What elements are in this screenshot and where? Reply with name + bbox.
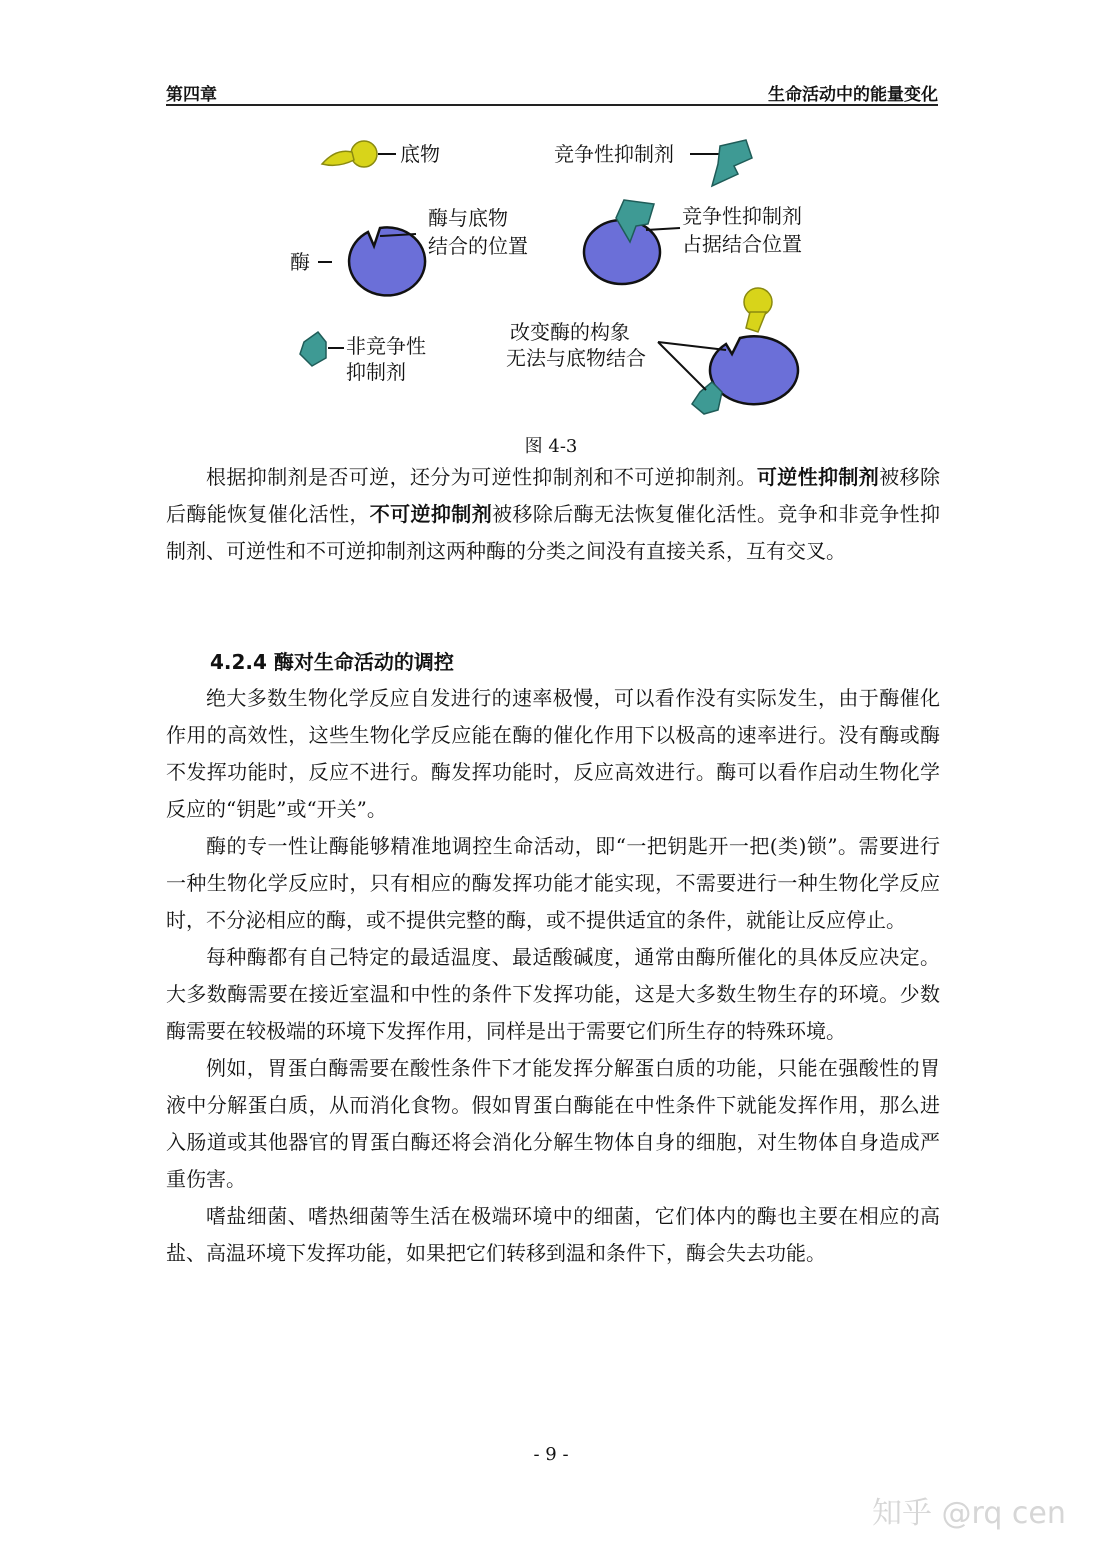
para1-bold-irreversible: 不可逆抑制剂 — [369, 502, 493, 526]
para1-text-3: 被移除后酶无法恢复催化活性。竞争和非竞争性抑制剂、可逆性和不可逆抑制剂这两种酶的分类之间没有直接关系，互有交叉。 — [166, 502, 941, 563]
page-header — [166, 78, 938, 106]
enzyme-inhibition-figure — [280, 128, 820, 428]
label-enzyme: 酶 — [290, 250, 310, 274]
page-number: - 9 - — [533, 1444, 569, 1465]
paragraph-inhibitor-reversibility — [166, 459, 940, 570]
enzyme-shape-3 — [710, 336, 798, 404]
body-paragraph-3: 每种酶都有自己特定的最适温度、最适酸碱度，通常由酶所催化的具体反应决定。大多数酶需要在接近室温和中性的条件下发挥功能，这是大多数生物生存的环境。少数酶需要在较极端的环境下发挥作用，同样是出于需要它们所生存的特殊环境。 — [166, 945, 940, 1043]
label-noncomp-2: 抑制剂 — [346, 360, 406, 384]
para1-text-2: 被移除后酶能恢复催化活性， — [166, 465, 941, 526]
chapter-label: 第四章 — [166, 85, 217, 105]
para1-bold-reversible: 可逆性抑制剂 — [756, 465, 880, 489]
body-paragraph-2: 酶的专一性让酶能够精准地调控生命活动，即“一把钥匙开一把(类)锁”。需要进行一种生物化学反应时，只有相应的酶发挥功能才能实现，不需要进行一种生物化学反应时，不分泌相应的酶，或不提供完整的酶，或不提供适宜的条件，就能让反应停止。 — [166, 834, 940, 932]
competitive-inhibitor-shape — [712, 140, 752, 186]
body-text — [166, 680, 940, 1272]
body-paragraph-1: 绝大多数生物化学反应自发进行的速率极慢，可以看作没有实际发生，由于酶催化作用的高效性，这些生物化学反应能在酶的催化作用下以极高的速率进行。没有酶或酶不发挥功能时，反应不进行。酶发挥功能时，反应高效进行。酶可以看作启动生物化学反应的“钥匙”或“开关”。 — [166, 686, 940, 821]
label-binding-site-1: 酶与底物 — [428, 206, 508, 230]
section-heading: 4.2.4 酶对生命活动的调控 — [210, 650, 454, 674]
enzyme-shape-1 — [349, 227, 425, 295]
label-conform-2: 无法与底物结合 — [506, 346, 646, 370]
label-substrate: 底物 — [400, 142, 440, 166]
label-noncomp-1: 非竞争性 — [346, 334, 426, 358]
substrate-shape-2 — [744, 288, 772, 332]
section-title: 生命活动中的能量变化 — [768, 85, 938, 105]
label-occupy-1: 竞争性抑制剂 — [682, 204, 802, 228]
body-paragraph-5: 嗜盐细菌、嗜热细菌等生活在极端环境中的细菌，它们体内的酶也主要在相应的高盐、高温环境下发挥功能，如果把它们转移到温和条件下，酶会失去功能。 — [166, 1204, 940, 1265]
label-competitive: 竞争性抑制剂 — [554, 142, 674, 166]
label-conform-1: 改变酶的构象 — [510, 320, 630, 344]
bound-noncompetitive-inhibitor — [692, 382, 722, 414]
label-binding-site-2: 结合的位置 — [428, 234, 528, 258]
body-paragraph-4: 例如，胃蛋白酶需要在酸性条件下才能发挥分解蛋白质的功能，只能在强酸性的胃液中分解蛋白质，从而消化食物。假如胃蛋白酶能在中性条件下就能发挥作用，那么进入肠道或其他器官的胃蛋白酶还将会消化分解生物体自身的细胞，对生物体自身造成严重伤害。 — [166, 1056, 940, 1191]
watermark: 知乎 @rq cen — [872, 1496, 1066, 1531]
noncompetitive-inhibitor-shape — [300, 332, 326, 366]
para1-text-1: 根据抑制剂是否可逆，还分为可逆性抑制剂和不可逆抑制剂。 — [206, 465, 757, 489]
label-occupy-2: 占据结合位置 — [682, 232, 802, 256]
substrate-shape — [322, 141, 377, 167]
figure-caption: 图 4-3 — [524, 436, 578, 457]
